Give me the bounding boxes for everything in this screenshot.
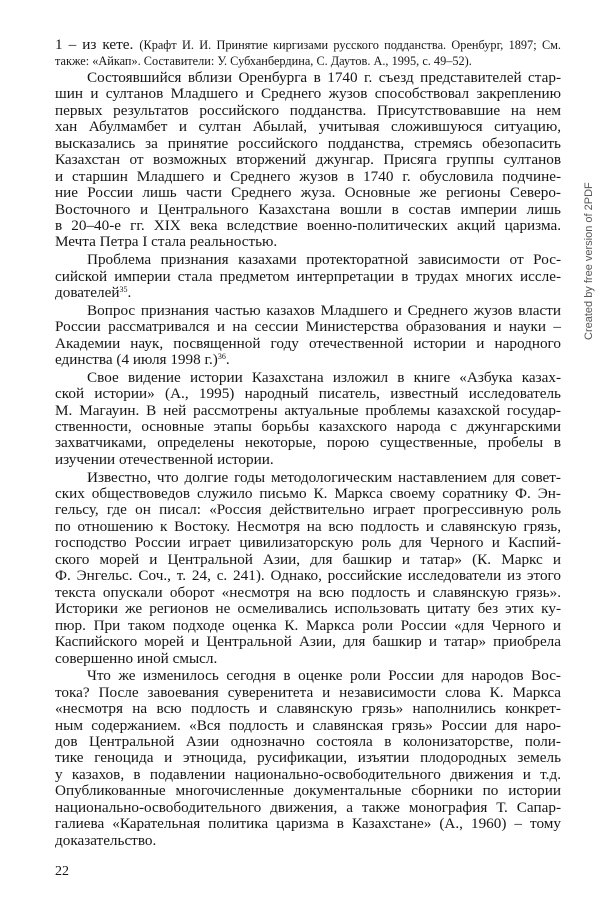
line-text: ского морей и Центральной Азии, для башкир и татар» (К. Маркс и <box>55 550 561 568</box>
text-line <box>55 651 561 667</box>
paragraph <box>55 303 561 369</box>
text-line <box>55 552 561 568</box>
text-line <box>55 718 561 734</box>
text-line <box>55 403 561 419</box>
text-line <box>55 734 561 750</box>
text-line <box>55 568 561 584</box>
text-line <box>55 319 561 335</box>
line-text: изучении отечественной истории. <box>55 450 274 468</box>
line-text: Академии наук, посвященной году отечественной истории и народного <box>55 334 561 352</box>
text-line <box>55 685 561 701</box>
line-text: ственности, основные этапы борьбы казахского народа с джунгарскими <box>55 417 561 435</box>
line-text: Восточного и Центрального Казахстана вошли в состав империи лишь <box>55 200 561 218</box>
line-text: М. Магауин. В ней рассмотрены актуальные проблемы казахской государ- <box>55 401 561 419</box>
footnote-line <box>55 37 561 53</box>
line-text: Свое видение истории Казахстана изложил в книге «Азбука казах- <box>87 368 561 386</box>
text-line <box>55 136 561 152</box>
text-line <box>55 800 561 816</box>
text-line <box>55 618 561 634</box>
text-line <box>55 119 561 135</box>
line-text: совершенно иной смысл. <box>55 649 218 667</box>
paragraph <box>55 252 561 301</box>
text-line <box>55 419 561 435</box>
line-text: хан Абулмамбет и султан Абылай, учитывая сложившуюся ситуацию, <box>55 118 561 136</box>
text-line <box>55 601 561 617</box>
line-text: и старшин Младшего и Среднего жузов в 1740 г. обусловила подчине- <box>55 167 561 185</box>
line-text-end: . <box>127 283 132 301</box>
line-text: Казахстан от возможных вторжений джунгар. Присяга группы султанов <box>55 151 561 169</box>
line-text: в 20–40-е гг. XIX века вследствие военно-политических акций царизма. <box>55 216 561 234</box>
line-text: пюр. При таком подходе оценка К. Маркса роли России «для Черного и <box>55 616 561 634</box>
line-text: дователей <box>55 283 120 301</box>
text-line <box>55 668 561 684</box>
line-text: Вопрос признания частью казахов Младшего и Среднего жузов власти <box>87 301 561 319</box>
text-line <box>55 169 561 185</box>
line-text: тока? После завоевания суверенитета и независимости слова К. Маркса <box>55 683 561 701</box>
line-text: Ф. Энгельс. Соч., т. 24, с. 241). Однако, российские исследователи из этого <box>55 567 561 585</box>
line-text: Опубликованные многочисленные документальные сборники по истории <box>55 782 561 800</box>
text-line <box>55 816 561 832</box>
line-text: Каспийского морей и Центральной Азии, для башкир и татар» приобрела <box>55 633 561 651</box>
watermark: Created by free version of 2PDF <box>583 182 595 340</box>
page-body <box>55 37 561 849</box>
line-text: единства (4 июля 1998 г.) <box>55 350 218 368</box>
text-line <box>55 535 561 551</box>
line-text: галиева «Карательная политика царизма в Казахстане» (А., 1960) – тому <box>55 815 561 833</box>
text-line <box>55 452 561 468</box>
line-text: высказались за принятие российского подданства, стремясь обезопасить <box>55 134 561 152</box>
line-text: национально-освободительного движения, а также монография Т. Сапар- <box>55 798 561 816</box>
text-line <box>55 502 561 518</box>
line-text: Историки же регионов не осмеливались использовать цитату без этих ку- <box>55 600 561 618</box>
footnote-block <box>55 37 561 70</box>
footnote-lead: 1 – из кете. <box>55 36 134 53</box>
footnote-line: также: «Айкап». Составители: У. Субханбердина, С. Даутов. А., 1995, с. 49–52). <box>55 54 472 69</box>
text-line <box>55 833 561 849</box>
text-line <box>55 252 561 268</box>
text-line <box>55 303 561 319</box>
line-text: Проблема признания казахами протекторатной зависимости от Рос- <box>87 251 561 269</box>
text-line <box>55 285 561 301</box>
footnote-reference: 35 <box>119 284 128 294</box>
line-text: текста опускали оборот «несмотря на всю подлость и славянскую грязь». <box>55 583 561 601</box>
text-line <box>55 486 561 502</box>
line-text: России рассматривался и на сессии Министерства образования и науки – <box>55 318 561 336</box>
line-text: гельсу, где он писал: «Россия действительно играет прогрессивную роль <box>55 501 561 519</box>
line-text: ской истории» (А., 1995) народный писатель, известный исследователь <box>55 385 561 403</box>
line-text: тике геноцида и этноцида, русификации, изъятии плодородных земель <box>55 749 561 767</box>
text-line <box>55 435 561 451</box>
text-line <box>55 70 561 86</box>
text-line <box>55 269 561 285</box>
page-number: 22 <box>55 864 69 879</box>
text-line <box>55 336 561 352</box>
line-text: господство России играет цивилизаторскую роль для Черного и Каспий- <box>55 534 561 552</box>
text-line <box>55 701 561 717</box>
footnote-reference: 36 <box>217 351 226 361</box>
line-text: Что же изменилось сегодня в оценке роли России для народов Вос- <box>87 667 561 685</box>
line-text: ние России лишь части Среднего жуза. Основные же регионы Северо- <box>55 184 561 202</box>
line-text: Известно, что долгие годы методологическим наставлением для совет- <box>87 468 561 486</box>
line-text: первых результатов российского подданства. Присутствовавшие на нем <box>55 101 561 119</box>
text-line <box>55 370 561 386</box>
line-text: ских обществоведов служило письмо К. Маркса своему соратнику Ф. Эн- <box>55 484 561 502</box>
line-text: у казахов, в подавлении национально-освободительного движения и т.д. <box>55 765 561 783</box>
text-line <box>55 185 561 201</box>
paragraph <box>55 370 561 469</box>
text-line <box>55 352 561 368</box>
line-text: «несмотря на всю подлость и славянскую грязь» наполнились конкрет- <box>55 700 561 718</box>
text-line <box>55 783 561 799</box>
text-line <box>55 234 561 250</box>
line-text: Состоявшийся вблизи Оренбурга в 1740 г. съезд представителей стар- <box>87 68 561 86</box>
line-text-end: . <box>225 350 230 368</box>
text-line <box>55 470 561 486</box>
footnote-citation: (Крафт И. И. Принятие киргизами русского подданства. Оренбург, 1897; См. <box>139 38 561 52</box>
line-text: шин и султанов Младшего и Среднего жузов способствовал закреплению <box>55 85 561 103</box>
paragraph <box>55 470 561 667</box>
text-line <box>55 750 561 766</box>
text-line <box>55 202 561 218</box>
paragraph <box>55 70 561 251</box>
text-line <box>55 519 561 535</box>
text-line <box>55 386 561 402</box>
line-text: захватчиками, определены некоторые, порою существенные, пробелы в <box>55 434 561 452</box>
text-line <box>55 86 561 102</box>
text-line <box>55 585 561 601</box>
line-text: ным содержанием. «Вся подлость и славянская грязь» России для наро- <box>55 716 561 734</box>
line-text: сийской империи стала предметом интерпретации в трудах многих иссле- <box>55 267 561 285</box>
line-text: по отношению к Востоку. Несмотря на всю подлость и славянскую грязь, <box>55 517 561 535</box>
line-text: доказательство. <box>55 831 157 849</box>
paragraph <box>55 668 561 849</box>
text-line <box>55 152 561 168</box>
line-text: Мечта Петра I стала реальностью. <box>55 233 278 251</box>
text-line <box>55 767 561 783</box>
text-line <box>55 218 561 234</box>
line-text: дов Центральной Азии однозначно состояла в колонизаторстве, поли- <box>55 732 561 750</box>
text-line <box>55 103 561 119</box>
text-line <box>55 634 561 650</box>
